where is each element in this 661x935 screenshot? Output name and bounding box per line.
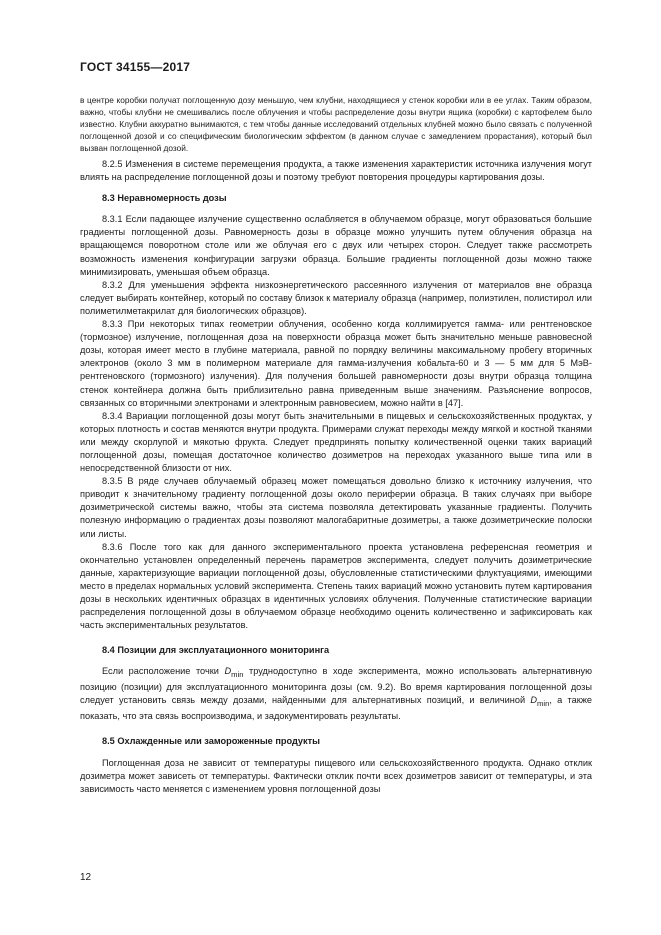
dmin-symbol: D bbox=[224, 666, 232, 677]
paragraph-8-3-2: 8.3.2 Для уменьшения эффекта низкоэнергетического рассеянного излучения от материалов вне образца следует выбирать контейнер, который по составу близок к материалу образца (например, полиэтилен, полистирол или полиметилметакрилат для биологических образцов). bbox=[80, 279, 592, 316]
paragraph-8-4 bbox=[80, 665, 592, 723]
paragraph-8-3-4: 8.3.4 Вариации поглощенной дозы могут быть значительными в пищевых и сельскохозяйственных продуктах, у которых плотность и состав меняются внутри продукта. Примерами служат переходы между мягкой и костной тканями или между скорлупой и мякотью фрукта. Следует предпринять попытку количественной оценки таких вариаций поглощенной дозы, помещая достаточное количество дозиметров на переходах указанного выше типа или в непосредственной близости от них. bbox=[80, 410, 592, 474]
section-heading-8-5: 8.5 Охлажденные или замороженные продукты bbox=[102, 736, 320, 747]
intro-paragraph: в центре коробки получат поглощенную дозу меньшую, чем клубни, находящиеся у стенок коробки или в ее углах. Таким образом, важно, чтобы клубни не смешивались после облучения и чтобы распределение дозы внутри ящика (коробки) с картофелем было известно. Клубни аккуратно вынимаются, с тем чтобы данные исследований отдельных клубней можно было связать с полученной поглощенной дозой и со специфическим биологическим эффектом (в данном случае с замедлением прорастания), который был вызван поглощенной дозой. bbox=[80, 95, 592, 153]
page-number: 12 bbox=[80, 872, 92, 883]
intro-paragraph-block bbox=[80, 94, 592, 154]
p84-part-c: , а также показать, что эта связь воспроизводима, и задокументировать результаты. bbox=[80, 695, 592, 722]
dmin-subscript-2: min bbox=[536, 699, 550, 709]
paragraph-8-3-1: 8.3.1 Если падающее излучение существенно ослабляется в облучаемом образце, могут образоваться большие градиенты поглощенной дозы. Равномерность дозы в образце можно улучшить путем облучения образца на вращающемся поворотном столе или же облучая его с двух или четырех сторон. Следует также рассмотреть возможность изменения конфигурации загрузки образца. Большие градиенты поглощенной дозы можно также минимизировать, уменьшая объем образца. bbox=[80, 214, 592, 277]
p84-part-b: труднодоступно в ходе эксперимента, можно использовать альтернативную позицию (позиции) для эксплуатационного мониторинга дозы (см. 9.2). Во время картирования поглощенной дозы следует установить связь между дозами, найденными для альтернативных позиций, и величиной bbox=[80, 666, 592, 706]
paragraph-8-3-5: 8.3.5 В ряде случаев облучаемый образец может помещаться довольно близко к источнику излучения, что приводит к значительному градиенту поглощенной дозы около периферии образца. В таких случаях при выборе дозиметрической системы важно, чтобы эта система позволяла детектировать указанные градиенты. Получить полезную информацию о градиентах дозы позволяют малогабаритные дозиметры, а также дозиметрические полоски или листы. bbox=[80, 476, 592, 539]
section-heading-8-3: 8.3 Неравномерность дозы bbox=[102, 193, 227, 204]
paragraph-8-3-6: 8.3.6 После того как для данного экспериментального проекта установлена референсная геометрия и окончательно установлен определенный перечень параметров эксперимента, следует получить дозиметрические данные, характеризующие вариации поглощенной дозы, обусловленные статистическими флуктуациями, имеющими место в пределах нормальных условий эксперимента. Степень таких вариаций можно установить путем картирования дозы в нескольких идентичных образцах в идентичных условиях облучения. Полученные статистические вариации распределения поглощенной дозы в облучаемом образце необходимо оценить количественно и зафиксировать как часть экспериментальных результатов. bbox=[80, 541, 592, 631]
section-heading-8-4: 8.4 Позиции для эксплуатационного мониторинга bbox=[102, 645, 330, 656]
paragraph-8-5: Поглощенная доза не зависит от температуры пищевого или сельскохозяйственного продукта. Однако отклик дозиметра может зависеть от температуры. Фактически отклик почти всех дозиметров зависит от температуры, и эта зависимость часто меняется с изменением уровня поглощенной дозы bbox=[80, 757, 592, 794]
dmin-subscript: min bbox=[231, 670, 244, 680]
main-text-block bbox=[80, 158, 592, 796]
p84-part-a: Если расположение точки bbox=[102, 666, 225, 677]
paragraph-8-2-5: 8.2.5 Изменения в системе перемещения продукта, а также изменения характеристик источника излучения могут влиять на распределение поглощенной дозы и поэтому требуют повторения процедуры картирования дозы. bbox=[80, 159, 592, 183]
paragraph-8-3-3: 8.3.3 При некоторых типах геометрии облучения, особенно когда коллимируется гамма- или рентгеновское (тормозное) излучение, поглощенная доза на поверхности образца может быть значительно меньше равновесной дозы, которая имеет место в глубине материала, равной по порядку величины максимальному пробегу вторичных электронов (около 3 мм в полимерном материале для гамма-излучения кобальта-60 и 3 — 5 мм для 5 МэВ-рентгеновского (тормозного) излучения). Для получения большей равномерности дозы внутри образца толщина стенок контейнера должна быть приблизительно равна приведенным выше значениям. Разъяснение вопросов, связанных со вторичными электронами и электронным равновесием, можно найти в [47]. bbox=[80, 319, 592, 408]
dmin-symbol-2: D bbox=[530, 695, 537, 706]
page-header: ГОСТ 34155—2017 bbox=[80, 60, 191, 74]
